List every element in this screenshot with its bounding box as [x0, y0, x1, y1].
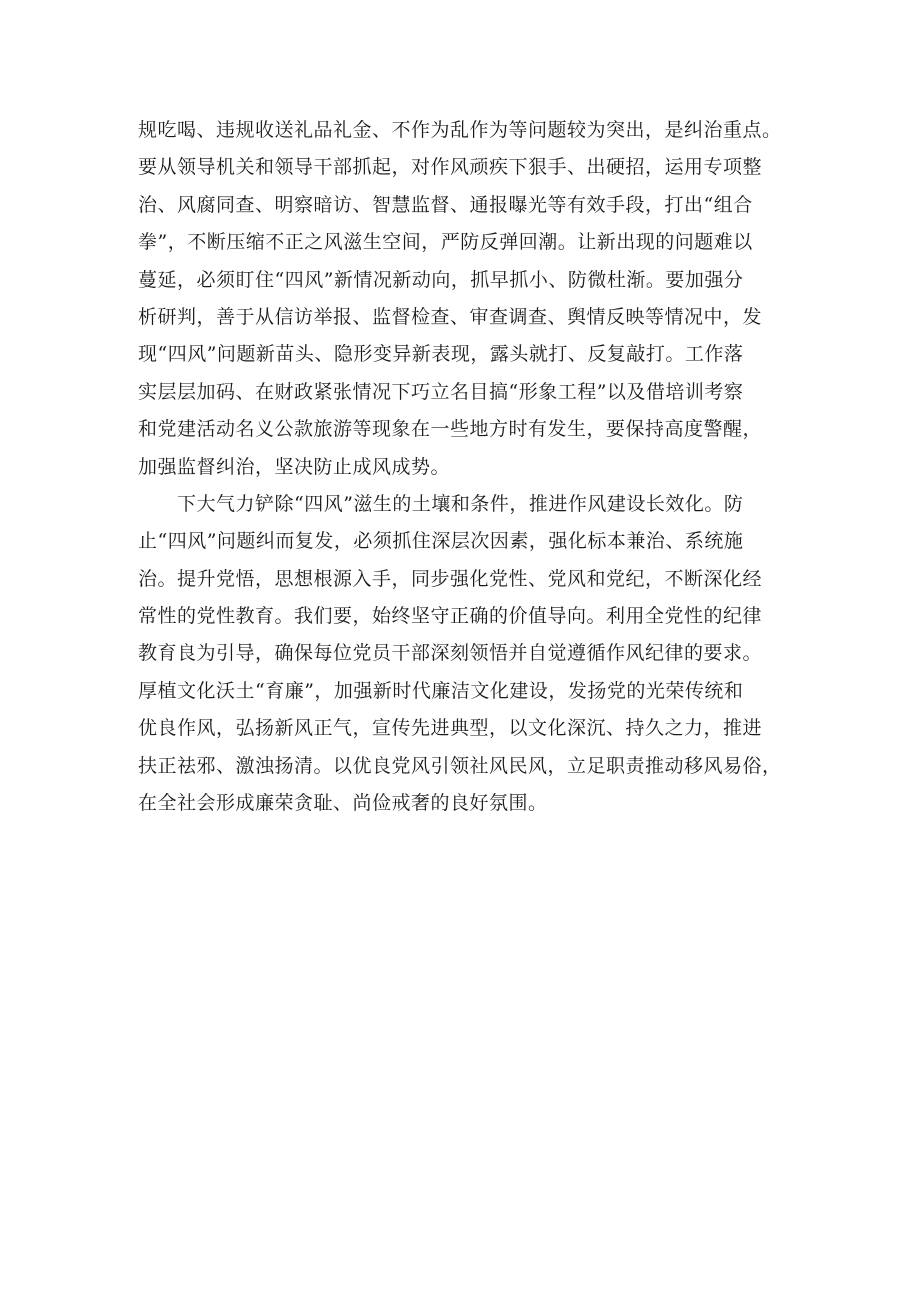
text-line: 实层层加码、在财政紧张情况下巧立名目搞“形象工程”以及借培训考察: [138, 380, 744, 403]
text-line: 加强监督纠治，坚决防止成风成势。: [138, 455, 451, 478]
text-line: 治、风腐同查、明察暗访、智慧监督、通报曝光等有效手段，打出“组合: [138, 193, 753, 216]
paragraph-2: [138, 486, 798, 823]
body-text: [138, 112, 798, 822]
text-line: 常性的党性教育。我们要，始终坚守正确的价值导向。利用全党性的纪律: [138, 605, 763, 628]
text-line: 拳”，不断压缩不正之风滋生空间，严防反弹回潮。让新出现的问题难以: [138, 231, 753, 254]
text-line: 要从领导机关和领导干部抓起，对作风顽疾下狠手、出硬招，运用专项整: [138, 156, 763, 179]
text-line: 治。提升党悟，思想根源入手，同步强化党性、党风和党纪，不断深化经: [138, 567, 763, 590]
text-line: 下大气力铲除“四风”滋生的土壤和条件，推进作风建设长效化。防: [138, 492, 744, 515]
text-line: 现“四风”问题新苗头、隐形变异新表现，露头就打、反复敲打。工作落: [138, 343, 744, 366]
text-line: 止“四风”问题纠而复发，必须抓住深层次因素，强化标本兼治、系统施: [138, 530, 744, 553]
text-line: 优良作风，弘扬新风正气，宣传先进典型，以文化深沉、持久之力，推进: [138, 717, 763, 740]
text-line: 和党建活动名义公款旅游等现象在一些地方时有发生，要保持高度警醒，: [138, 418, 763, 441]
text-line: 教育良为引导，确保每位党员干部深刻领悟并自觉遵循作风纪律的要求。: [138, 642, 763, 665]
text-line: 规吃喝、违规收送礼品礼金、不作为乱作为等问题较为突出，是纠治重点。: [138, 119, 782, 141]
text-line: 扶正祛邪、激浊扬清。以优良党风引领社风民风，立足职责推动移风易俗，: [138, 754, 782, 777]
text-line: 蔓延，必须盯住“四风”新情况新动向，抓早抓小、防微杜渐。要加强分: [138, 268, 744, 291]
text-line: 析研判，善于从信访举报、监督检查、审查调查、舆情反映等情况中，发: [138, 305, 763, 328]
text-line: 厚植文化沃土“育廉”，加强新时代廉洁文化建设，发扬党的光荣传统和: [138, 679, 744, 702]
text-line: 在全社会形成廉荣贪耻、尚俭戒奢的良好氛围。: [138, 792, 548, 815]
paragraph-1: [138, 112, 798, 486]
